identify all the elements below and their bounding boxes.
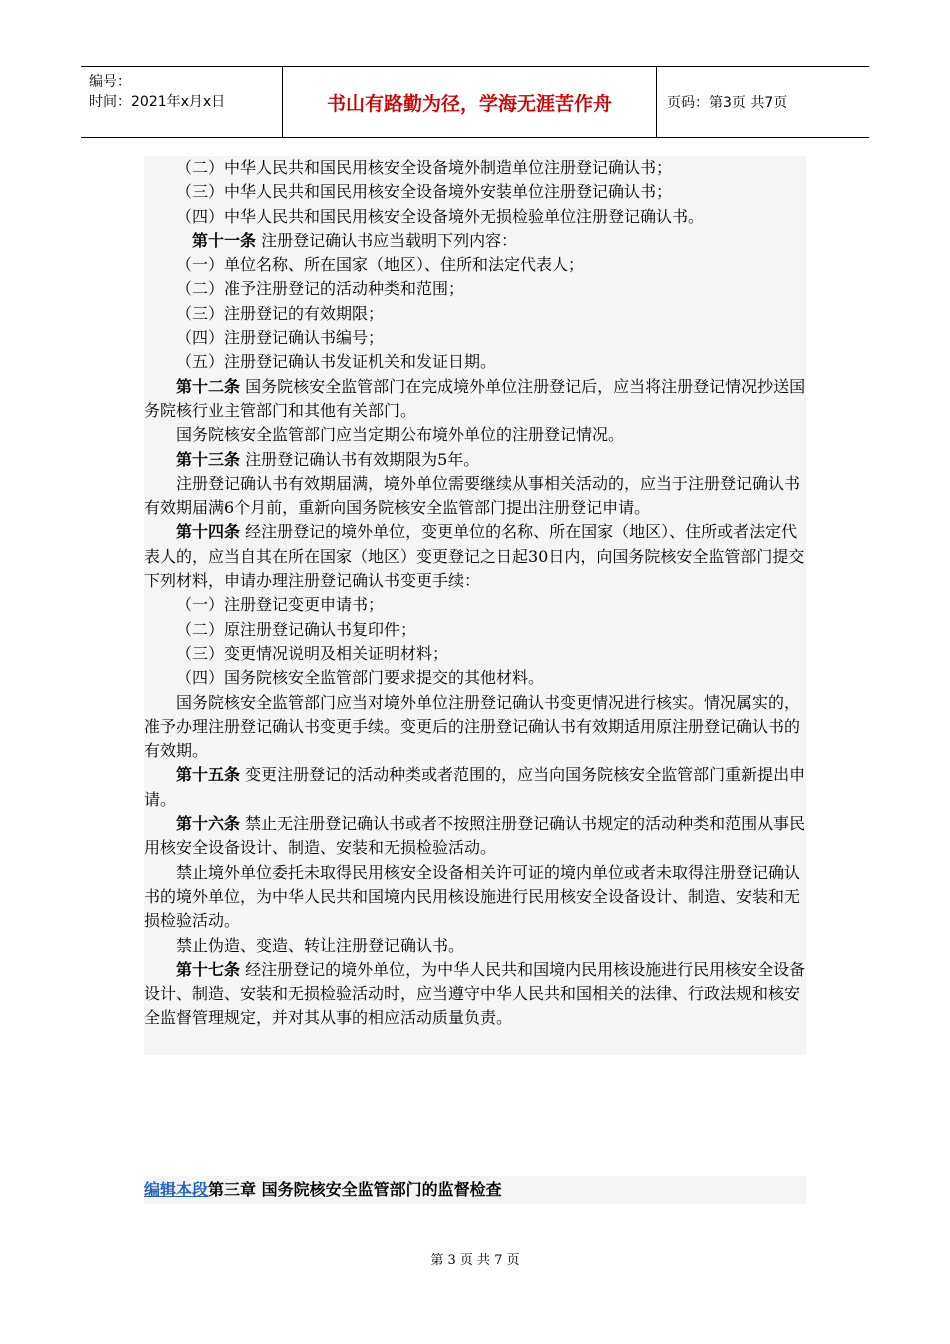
article-text: 经注册登记的境外单位，变更单位的名称、所在国家（地区）、住所或者法定代表人的，应当自其在所在国家（地区）变更登记之日起30日内，向国务院核安全监管部门提交下列材料，申请办理注册登记确认书变更手续： [144,522,805,591]
edit-section-link[interactable]: 编辑本段 [144,1180,209,1199]
paragraph: 国务院核安全监管部门应当对境外单位注册登记确认书变更情况进行核实。情况属实的，准予办理注册登记确认书变更手续。变更后的注册登记确认书有效期适用原注册登记确认书的有效期。 [144,692,801,761]
article-text: 经注册登记的境外单位，为中华人民共和国境内民用核设施进行民用核安全设备设计、制造、安装和无损检验活动时，应当遵守中华人民共和国相关的法律、行政法规和核安全监督管理规定，并对其从事的相应活动质量负责。 [144,959,806,1028]
document-number-label: 编号： [89,74,131,90]
article-text: 变更注册登记的活动种类或者范围的，应当向国务院核安全监管部门重新提出申请。 [144,765,806,809]
paragraph: 注册登记确认书有效期届满，境外单位需要继续从事相关活动的，应当于注册登记确认书有效期届满6个月前，重新向国务院核安全监管部门提出注册登记申请。 [144,473,801,518]
list-item: （三）注册登记的有效期限； [176,303,385,323]
article-text: 注册登记确认书应当载明下列内容： [261,230,518,250]
article-title: 第十五条 [176,765,241,785]
paragraph: （二）中华人民共和国民用核安全设备境外制造单位注册登记确认书； [176,158,673,177]
article-title: 第十七条 [176,959,241,979]
article-11 [144,229,806,253]
article-title: 第十六条 [176,814,241,834]
document-time-label: 时间：2021年x月x日 [89,94,226,110]
article-title: 第十一条 [192,230,257,250]
header-page-info: 页码：第3页 共7页 [667,95,788,111]
document-body [144,156,806,1055]
article-15 [144,763,806,812]
article-12 [144,375,806,424]
article-title: 第十四条 [176,522,241,542]
page-header [81,66,869,138]
paragraph: 禁止境外单位委托未取得民用核安全设备相关许可证的境内单位或者未取得注册登记确认书的境外单位，为中华人民共和国境内民用核设施进行民用核安全设备设计、制造、安装和无损检验活动。 [144,862,801,931]
list-item: （五）注册登记确认书发证机关和发证日期。 [176,352,497,372]
article-text: 注册登记确认书有效期限为5年。 [245,449,480,469]
list-item: （三）变更情况说明及相关证明材料； [176,643,449,663]
page-footer: 第 3 页 共 7 页 [430,1253,520,1268]
article-text: 禁止无注册登记确认书或者不按照注册登记确认书规定的活动种类和范围从事民用核安全设备设计、制造、安装和无损检验活动。 [144,814,806,858]
article-text: 国务院核安全监管部门在完成境外单位注册登记后，应当将注册登记情况抄送国务院核行业主管部门和其他有关部门。 [144,376,806,420]
article-16 [144,812,806,861]
blank-line [144,1031,806,1055]
article-14 [144,520,806,593]
list-item: （二）准予注册登记的活动种类和范围； [176,279,465,299]
paragraph: （四）中华人民共和国民用核安全设备境外无损检验单位注册登记确认书。 [176,206,705,226]
paragraph: 禁止伪造、变造、转让注册登记确认书。 [176,935,465,955]
article-17 [144,958,806,1031]
paragraph: 国务院核安全监管部门应当定期公布境外单位的注册登记情况。 [176,425,625,445]
chapter-title: 第三章 国务院核安全监管部门的监督检查 [208,1180,502,1199]
article-title: 第十二条 [176,376,241,396]
header-meta [81,67,283,137]
list-item: （二）原注册登记确认书复印件； [176,619,417,639]
list-item: （一）单位名称、所在国家（地区）、住所和法定代表人； [176,255,585,275]
list-item: （一）注册登记变更申请书； [176,595,385,615]
chapter-heading [144,1176,806,1204]
header-motto: 书山有路勤为径，学海无涯苦作舟 [283,67,657,137]
paragraph: （三）中华人民共和国民用核安全设备境外安装单位注册登记确认书； [176,182,673,202]
article-13 [144,448,806,472]
list-item: （四）注册登记确认书编号； [176,328,385,348]
list-item: （四）国务院核安全监管部门要求提交的其他材料。 [176,668,545,688]
article-title: 第十三条 [176,449,241,469]
